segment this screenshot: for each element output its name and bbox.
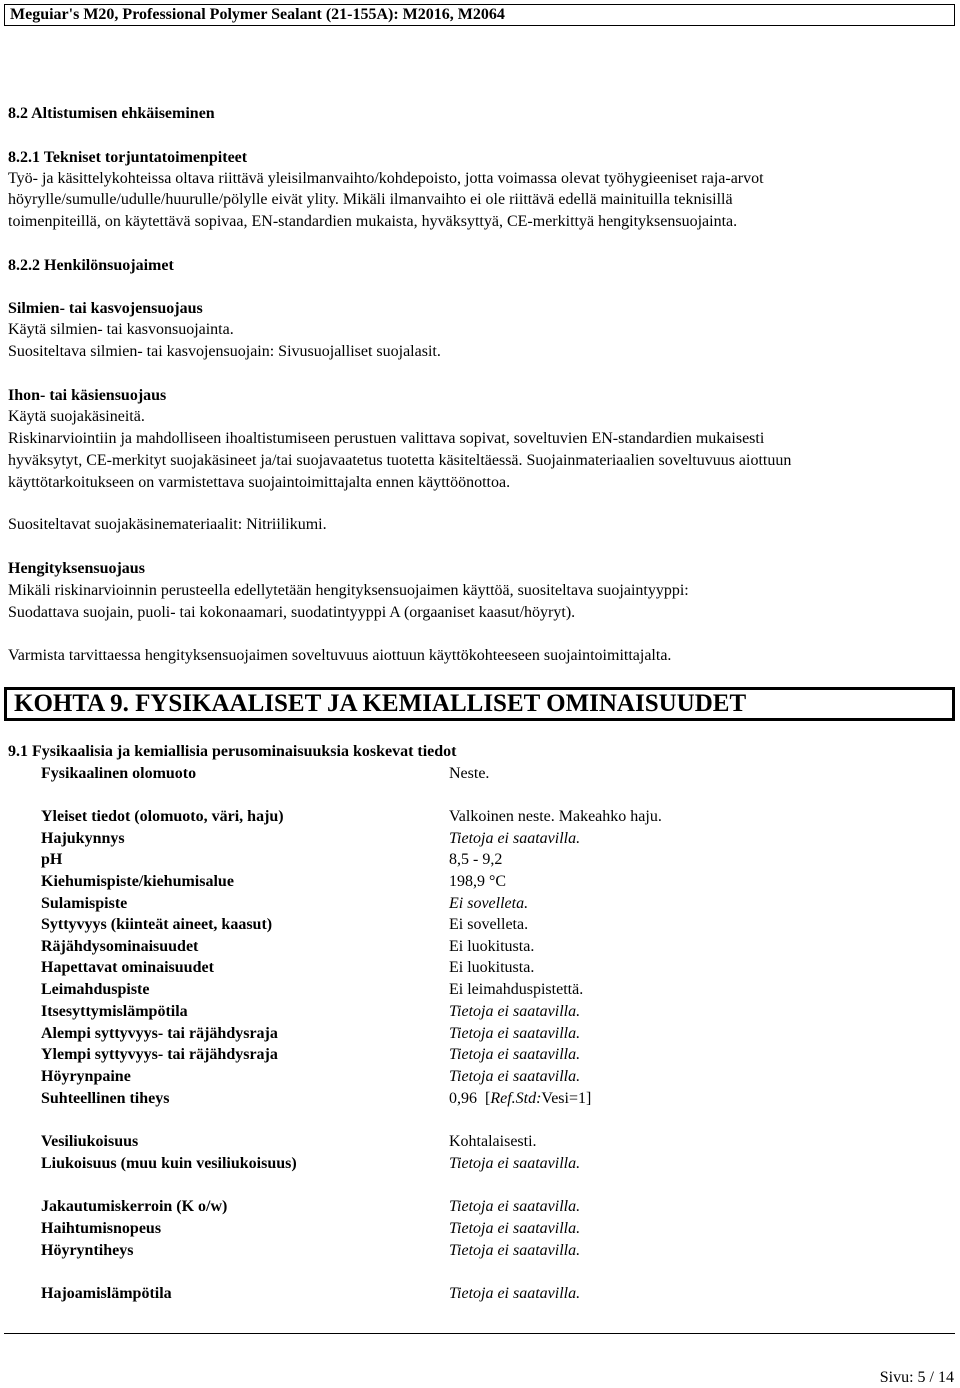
section-9-title: KOHTA 9. FYSIKAALISET JA KEMIALLISET OMINAISUUDET bbox=[4, 687, 955, 721]
respiratory-protection-line-3: Varmista tarvittaessa hengityksensuojaimen soveltuvuus aiottuun käyttökohteeseen suojaintoimittajalta. bbox=[8, 647, 672, 664]
engineering-controls-line-3: toimenpiteillä, on käytettävä sopivaa, EN-standardien mukaista, hyväksyttyä, CE-merkittyä hengityksensuojainta. bbox=[8, 213, 738, 230]
property-value: Tietoja ei saatavilla. bbox=[449, 1242, 581, 1259]
section-8-2-1-heading: 8.2.1 Tekniset torjuntatoimenpiteet bbox=[8, 149, 248, 166]
property-label: Hapettavat ominaisuudet bbox=[41, 959, 214, 976]
property-value: Tietoja ei saatavilla. bbox=[449, 830, 581, 847]
property-value: Ei sovelleta. bbox=[449, 895, 529, 912]
property-label: Kiehumispiste/kiehumisalue bbox=[41, 873, 234, 890]
property-value: Tietoja ei saatavilla. bbox=[449, 1025, 581, 1042]
property-value: Neste. bbox=[449, 765, 490, 782]
property-label: pH bbox=[41, 851, 63, 868]
property-value: Tietoja ei saatavilla. bbox=[449, 1285, 581, 1302]
respiratory-protection-line-1: Mikäli riskinarvioinnin perusteella edellytetään hengityksensuojaimen käyttöä, suositeltava suojaintyyppi: bbox=[8, 582, 689, 599]
property-label: Haihtumisnopeus bbox=[41, 1220, 162, 1237]
property-value: 198,9 °C bbox=[449, 873, 507, 890]
section-9-1-heading: 9.1 Fysikaalisia ja kemiallisia perusominaisuuksia koskevat tiedot bbox=[8, 743, 457, 760]
property-value: Tietoja ei saatavilla. bbox=[449, 1198, 581, 1215]
property-value: Ei leimahduspistettä. bbox=[449, 981, 584, 998]
property-value: Tietoja ei saatavilla. bbox=[449, 1003, 581, 1020]
eye-protection-heading: Silmien- tai kasvojensuojaus bbox=[8, 300, 203, 317]
property-label: Höyryntiheys bbox=[41, 1242, 134, 1259]
property-label: Alempi syttyvyys- tai räjähdysraja bbox=[41, 1025, 278, 1042]
property-label: Jakautumiskerroin (K o/w) bbox=[41, 1198, 228, 1215]
section-8-2-heading: 8.2 Altistumisen ehkäiseminen bbox=[8, 105, 215, 122]
property-label: Liukoisuus (muu kuin vesiliukoisuus) bbox=[41, 1155, 297, 1172]
property-label: Yleiset tiedot (olomuoto, väri, haju) bbox=[41, 808, 284, 825]
section-8-2-2-heading: 8.2.2 Henkilönsuojaimet bbox=[8, 257, 174, 274]
property-value: Tietoja ei saatavilla. bbox=[449, 1046, 581, 1063]
footer-divider bbox=[4, 1333, 955, 1334]
property-value: 8,5 - 9,2 bbox=[449, 851, 503, 868]
property-value: Valkoinen neste. Makeahko haju. bbox=[449, 808, 662, 825]
property-value: Tietoja ei saatavilla. bbox=[449, 1068, 581, 1085]
skin-protection-line-1: Käytä suojakäsineitä. bbox=[8, 408, 145, 425]
document-header: Meguiar's M20, Professional Polymer Sealant (21-155A): M2016, M2064 bbox=[4, 4, 955, 26]
property-value: Kohtalaisesti. bbox=[449, 1133, 537, 1150]
glove-material-line: Suositeltavat suojakäsinemateriaalit: Nitriilikumi. bbox=[8, 516, 327, 533]
reference-bracket: [ bbox=[485, 1090, 491, 1107]
property-value: Ei sovelleta. bbox=[449, 916, 529, 933]
relative-density-value bbox=[449, 1089, 591, 1109]
property-label: Hajoamislämpötila bbox=[41, 1285, 172, 1302]
property-label: Höyrynpaine bbox=[41, 1068, 131, 1085]
property-label: Sulamispiste bbox=[41, 895, 128, 912]
property-value: Ei luokitusta. bbox=[449, 938, 535, 955]
skin-protection-heading: Ihon- tai käsiensuojaus bbox=[8, 387, 167, 404]
property-label: Leimahduspiste bbox=[41, 981, 150, 998]
property-value: 0,96 bbox=[449, 1090, 477, 1107]
property-label: Vesiliukoisuus bbox=[41, 1133, 139, 1150]
skin-protection-line-3: hyväksytyt, CE-merkityt suojakäsineet ja/tai suojavaatetus tuotetta käsiteltäessä. Suojainmateriaalien soveltuvuus aiottuun bbox=[8, 452, 792, 469]
property-label: Hajukynnys bbox=[41, 830, 125, 847]
eye-protection-line-2: Suositeltava silmien- tai kasvojensuojain: Sivusuojalliset suojalasit. bbox=[8, 343, 441, 360]
respiratory-protection-heading: Hengityksensuojaus bbox=[8, 560, 145, 577]
respiratory-protection-line-2: Suodattava suojain, puoli- tai kokonaamari, suodatintyyppi A (orgaaniset kaasut/höyryt). bbox=[8, 604, 576, 621]
reference-standard-value: Vesi=1] bbox=[541, 1090, 592, 1107]
reference-standard-label: Ref.Std: bbox=[490, 1090, 542, 1107]
property-label: Räjähdysominaisuudet bbox=[41, 938, 199, 955]
engineering-controls-line-1: Työ- ja käsittelykohteissa oltava riittävä yleisilmanvaihto/kohdepoisto, jotta voimassa olevat työhygieeniset raja-arvot bbox=[8, 170, 764, 187]
property-label: Suhteellinen tiheys bbox=[41, 1090, 170, 1107]
property-value: Ei luokitusta. bbox=[449, 959, 535, 976]
page-number: Sivu: 5 / 14 bbox=[879, 1369, 954, 1386]
eye-protection-line-1: Käytä silmien- tai kasvonsuojainta. bbox=[8, 321, 234, 338]
property-label: Fysikaalinen olomuoto bbox=[41, 765, 197, 782]
engineering-controls-line-2: höyrylle/sumulle/udulle/huurulle/pölylle eivät ylity. Mikäli ilmanvaihto ei ole riittävä edellä mainituilla teknisillä bbox=[8, 191, 733, 208]
property-value: Tietoja ei saatavilla. bbox=[449, 1220, 581, 1237]
property-label: Ylempi syttyvyys- tai räjähdysraja bbox=[41, 1046, 278, 1063]
skin-protection-line-4: käyttötarkoitukseen on varmistettava suojaintoimittajalta ennen käyttöönottoa. bbox=[8, 474, 511, 491]
property-label: Syttyvyys (kiinteät aineet, kaasut) bbox=[41, 916, 273, 933]
property-label: Itsesyttymislämpötila bbox=[41, 1003, 188, 1020]
skin-protection-line-2: Riskinarviointiin ja mahdolliseen ihoaltistumiseen perustuen valittava sopivat, soveltuvien EN-standardien mukaisesti bbox=[8, 430, 765, 447]
property-value: Tietoja ei saatavilla. bbox=[449, 1155, 581, 1172]
